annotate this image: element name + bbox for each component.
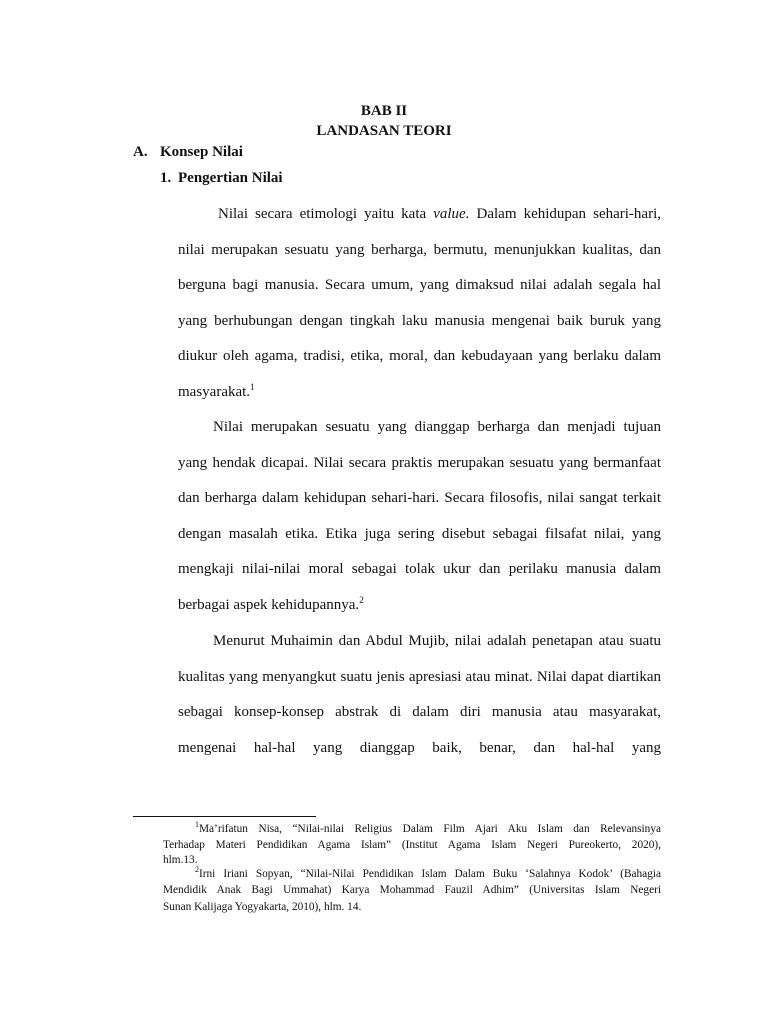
text-run: Dalam kehidupan sehari-hari, (469, 206, 661, 222)
subsection-marker: 1. (160, 170, 172, 186)
italic-term: value. (433, 206, 470, 222)
footnote-2-line-1 (195, 867, 661, 882)
subsection-title: Pengertian Nilai (178, 170, 283, 186)
paragraph-1-line-6 (178, 383, 661, 401)
text-run: Irni Iriani Sopyan, “Nilai-Nilai Pendidikan Islam Dalam Buku ‘Salahnya Kodok’ (Bahagia (199, 868, 661, 880)
footnote-2-number: 2 (195, 865, 199, 875)
subsection-heading (160, 169, 283, 187)
footnote-1-line-2: Terhadap Materi Pendidikan Agama Islam” (Institut Agama Islam Negeri Pureokerto, 2020), (163, 839, 661, 851)
footnote-1-number: 1 (195, 820, 199, 830)
footnote-ref-1[interactable]: 1 (250, 382, 255, 392)
text-run: berbagai aspek kehidupannya. (178, 597, 360, 613)
section-marker: A. (133, 144, 148, 160)
paragraph-1-line-4: yang berhubungan dengan tingkah laku manusia mengenai baik buruk yang (178, 313, 661, 329)
paragraph-1-line-1 (218, 205, 661, 223)
paragraph-2-line-2: yang hendak dicapai. Nilai secara praktis merupakan sesuatu yang bermanfaat (178, 455, 661, 471)
footnote-separator (133, 816, 316, 817)
footnote-2-line-3: Sunan Kalijaga Yogyakarta, 2010), hlm. 14. (163, 901, 362, 913)
text-run: Nilai secara etimologi yaitu kata (218, 206, 434, 222)
paragraph-3-line-3: sebagai konsep-konsep abstrak di dalam diri manusia atau masyarakat, (178, 704, 661, 720)
text-run: masyarakat. (178, 384, 251, 400)
paragraph-2-line-1: Nilai merupakan sesuatu yang dianggap berharga dan menjadi tujuan (213, 419, 661, 435)
paragraph-1-line-3: berguna bagi manusia. Secara umum, yang dimaksud nilai adalah segala hal (178, 277, 661, 293)
footnote-ref-2[interactable]: 2 (359, 595, 364, 605)
paragraph-2-line-4: dengan masalah etika. Etika juga sering disebut sebagai filsafat nilai, yang (178, 526, 661, 542)
paragraph-3-line-2: kualitas yang menyangkut suatu jenis apresiasi atau minat. Nilai dapat diartikan (178, 669, 661, 685)
section-heading (133, 143, 243, 161)
paragraph-2-line-3: dan berharga dalam kehidupan sehari-hari. Secara filosofis, nilai sangat terkait (178, 490, 661, 506)
paragraph-1-line-5: diukur oleh agama, tradisi, etika, moral, dan kebudayaan yang berlaku dalam (178, 348, 661, 364)
chapter-title: LANDASAN TEORI (316, 123, 452, 139)
paragraph-2-line-5: mengkaji nilai-nilai moral sebagai tolak ukur dan perilaku manusia dalam (178, 561, 661, 577)
footnote-1-line-1 (195, 822, 661, 837)
paragraph-3-line-4: mengenai hal-hal yang dianggap baik, benar, dan hal-hal yang (178, 740, 661, 756)
footnote-1-line-3: hlm.13. (163, 854, 198, 866)
paragraph-3-line-1: Menurut Muhaimin dan Abdul Mujib, nilai adalah penetapan atau suatu (213, 633, 661, 649)
section-title: Konsep Nilai (160, 144, 243, 160)
paragraph-1-line-2: nilai merupakan sesuatu yang berharga, bermutu, menunjukkan kualitas, dan (178, 242, 661, 258)
paragraph-2-line-6 (178, 596, 661, 614)
footnote-2-line-2: Mendidik Anak Bagi Ummahat) Karya Mohammad Fauzil Adhim” (Universitas Islam Negeri (163, 884, 661, 896)
chapter-label: BAB II (360, 103, 408, 119)
text-run: Ma’rifatun Nisa, “Nilai-nilai Religius Dalam Film Ajari Aku Islam dan Relevansinya (199, 823, 661, 835)
